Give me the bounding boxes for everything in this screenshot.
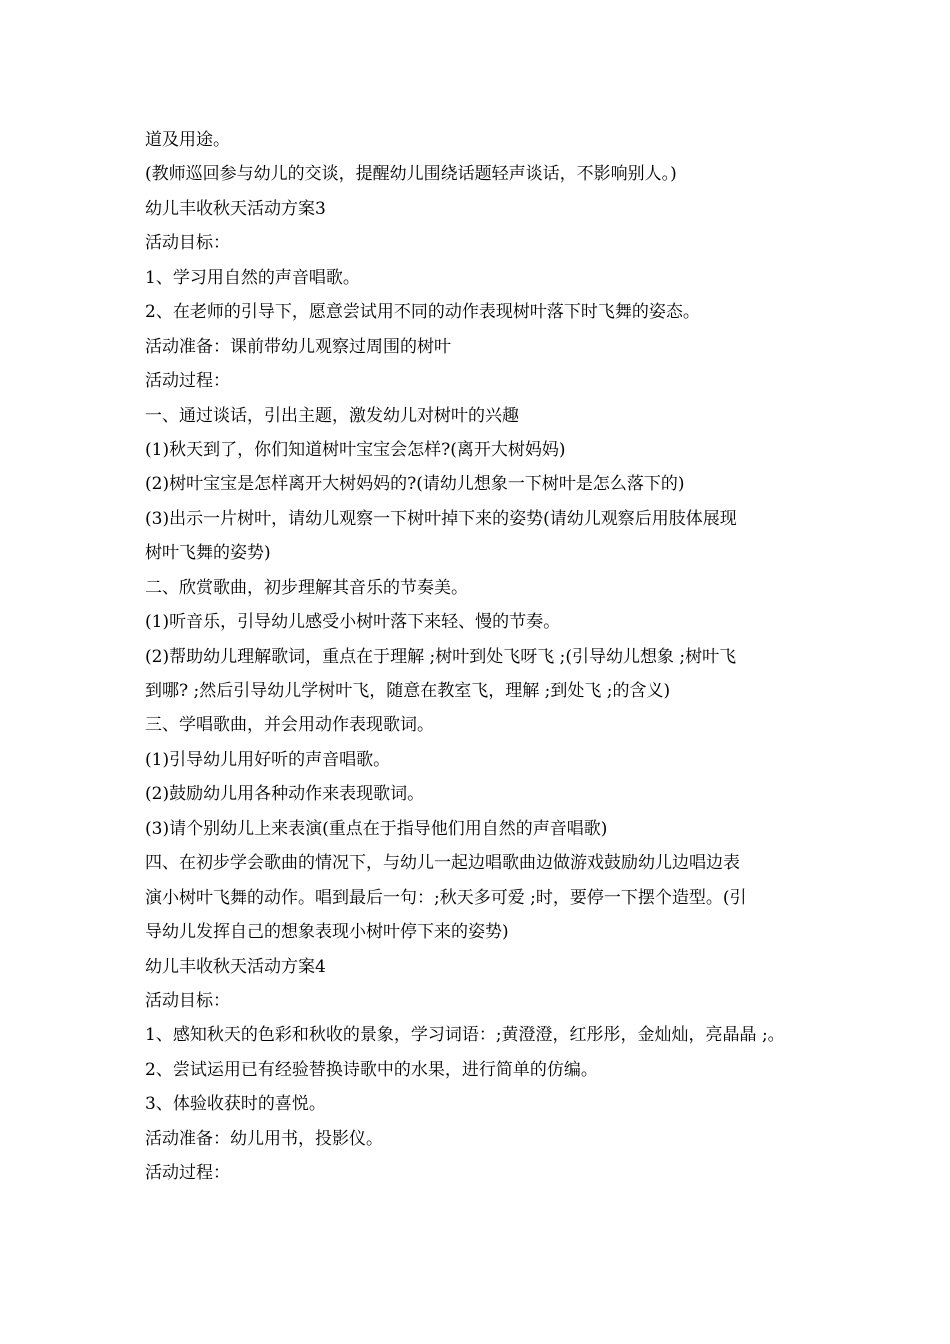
text-line: 导幼儿发挥自己的想象表现小树叶停下来的姿势) [145,922,509,943]
document-page [145,123,825,1191]
text-line: 活动过程： [145,371,230,392]
text-line: 活动目标： [145,990,230,1011]
text-line: 活动目标： [145,233,230,254]
text-line: (1)听音乐，引导幼儿感受小树叶落下来轻、慢的节奏。 [145,612,561,633]
text-line: 1、感知秋天的色彩和秋收的景象，学习词语：;黄澄澄，红彤彤，金灿灿，亮晶晶 ;。 [145,1025,785,1046]
text-line: (2)树叶宝宝是怎样离开大树妈妈的?(请幼儿想象一下树叶是怎么落下的) [145,474,685,495]
text-line: 活动准备：幼儿用书，投影仪。 [145,1128,383,1149]
text-line: 活动过程： [145,1163,230,1184]
text-line: 三、学唱歌曲，并会用动作表现歌词。 [145,715,434,736]
text-line: (3)出示一片树叶，请幼儿观察一下树叶掉下来的姿势(请幼儿观察后用肢体展现 [145,508,737,529]
text-line: 3、体验收获时的喜悦。 [145,1094,326,1115]
section-heading: 幼儿丰收秋天活动方案3 [145,198,326,219]
text-line: 2、尝试运用已有经验替换诗歌中的水果，进行简单的仿编。 [145,1059,598,1080]
text-line: 1、学习用自然的声音唱歌。 [145,267,360,288]
text-line: (1)引导幼儿用好听的声音唱歌。 [145,749,391,770]
text-line: 2、在老师的引导下，愿意尝试用不同的动作表现树叶落下时飞舞的姿态。 [145,302,700,323]
section-heading: 幼儿丰收秋天活动方案4 [145,956,326,977]
text-line: (教师巡回参与幼儿的交谈，提醒幼儿围绕话题轻声谈话，不影响别人。) [145,164,677,185]
text-line: 一、通过谈话，引出主题，激发幼儿对树叶的兴趣 [145,405,519,426]
text-line: 树叶飞舞的姿势) [145,543,271,564]
text-line: 演小树叶飞舞的动作。唱到最后一句：;秋天多可爱 ;时，要停一下摆个造型。(引 [145,887,747,908]
text-line: 到哪? ;然后引导幼儿学树叶飞，随意在教室飞，理解 ;到处飞 ;的含义) [145,681,671,701]
text-line: (2)鼓励幼儿用各种动作来表现歌词。 [145,784,425,805]
text-line: 二、欣赏歌曲，初步理解其音乐的节奏美。 [145,577,468,598]
text-line: 道及用途。 [145,130,230,150]
text-line: (1)秋天到了，你们知道树叶宝宝会怎样?(离开大树妈妈) [145,439,566,460]
text-line: 活动准备：课前带幼儿观察过周围的树叶 [145,336,451,357]
text-line: (3)请个别幼儿上来表演(重点在于指导他们用自然的声音唱歌) [145,818,608,839]
text-line: (2)帮助幼儿理解歌词，重点在于理解 ;树叶到处飞呀飞 ;(引导幼儿想象 ;树叶飞 [145,646,737,667]
text-line: 四、在初步学会歌曲的情况下，与幼儿一起边唱歌曲边做游戏鼓励幼儿边唱边表 [145,853,740,874]
